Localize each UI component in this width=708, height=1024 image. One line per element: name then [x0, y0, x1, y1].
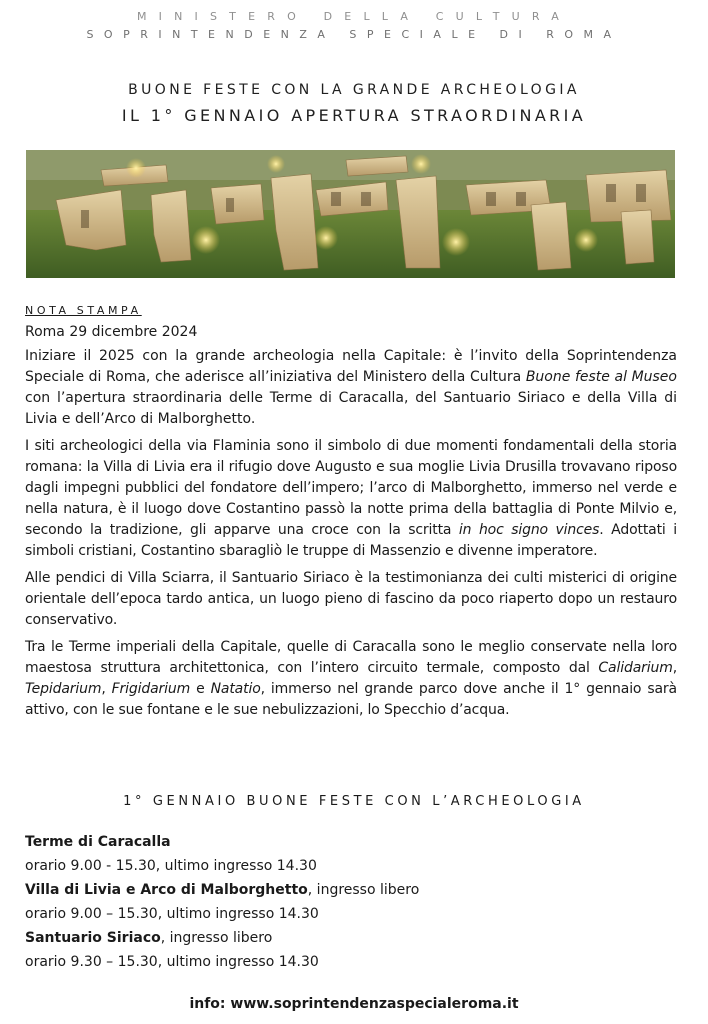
ministry-line: MINISTERO DELLA CULTURA — [136, 10, 572, 23]
schedule-item: Villa di Livia e Arco di Malborghetto, ingresso libero orario 9.00 – 15.30, ultimo ingresso 14.30 — [25, 878, 685, 926]
schedule-item — [25, 830, 685, 878]
press-release-body — [25, 304, 677, 727]
paragraph-caracalla: Tra le Terme imperiali della Capitale, quelle di Caracalla sono le meglio conservate nella loro maestosa struttura architettonica, con l’intero circuito termale, composto dal Calidarium, Tepidarium, Frigidarium e Natatio, immerso nel grande parco dove anche il 1° gennaio sarà attivo, con le sue fontane e le sue nebulizzazioni, lo Specchio d’acqua. — [25, 639, 677, 718]
site-hours: orario 9.00 - 15.30, ultimo ingresso 14.30 — [25, 858, 317, 874]
site-hours: orario 9.00 – 15.30, ultimo ingresso 14.30 — [25, 906, 319, 922]
site-hours: orario 9.30 – 15.30, ultimo ingresso 14.30 — [25, 954, 319, 970]
schedule-item: Santuario Siriaco, ingresso libero orario 9.30 – 15.30, ultimo ingresso 14.30 — [25, 926, 685, 974]
schedule-heading: 1° GENNAIO BUONE FESTE CON L’ARCHEOLOGIA — [123, 794, 585, 809]
site-name: Terme di Caracalla — [25, 834, 171, 850]
paragraph-intro: Iniziare il 2025 con la grande archeologia nella Capitale: è l’invito della Soprintendenza Speciale di Roma, che aderisce all’iniziativa del Ministero della Cultura Buone feste al Museo con l’apertura straordinaria delle Terme di Caracalla, del Santuario Siriaco e della Villa di Livia e dell’Arco di Malborghetto. — [25, 348, 677, 427]
site-name: Santuario Siriaco — [25, 930, 161, 946]
paragraph-santuario: Alle pendici di Villa Sciarra, il Santuario Siriaco è la testimonianza dei culti misterici di origine orientale dell’epoca tardo antica, un luogo pieno di fascino da poco riaperto dopo un restauro conservativo. — [25, 570, 677, 628]
hero-photo-baths-of-caracalla — [26, 150, 675, 278]
paragraph-flaminia: I siti archeologici della via Flaminia sono il simbolo di due momenti fondamentali della storia romana: la Villa di Livia era il rifugio dove Augusto e sua moglie Livia Drusilla trovavano riposo dagli impegni pubblici del fondatore dell’impero; l’arco di Malborghetto, immerso nel verde e nella natura, è il luogo dove Costantino passò la notte prima della battaglia di Ponte Milvio e, secondo la tradizione, gli apparve una croce con la scritta in hoc signo vinces. Adottati i simboli cristiani, Costantino sbaragliò le truppe di Massenzio e divenne imperatore. — [25, 438, 677, 559]
subheadline: IL 1° GENNAIO APERTURA STRAORDINARIA — [121, 106, 587, 125]
press-date: Roma 29 dicembre 2024 — [25, 324, 198, 340]
soprintendenza-line: SOPRINTENDENZA SPECIALE DI ROMA — [86, 28, 622, 41]
site-name: Villa di Livia e Arco di Malborghetto — [25, 882, 308, 898]
press-label: NOTA STAMPA — [25, 304, 142, 317]
headline: BUONE FESTE CON LA GRANDE ARCHEOLOGIA — [128, 82, 580, 98]
info-website-link[interactable]: info: www.soprintendenzaspecialeroma.it — [189, 996, 519, 1012]
schedule-list — [25, 830, 685, 974]
